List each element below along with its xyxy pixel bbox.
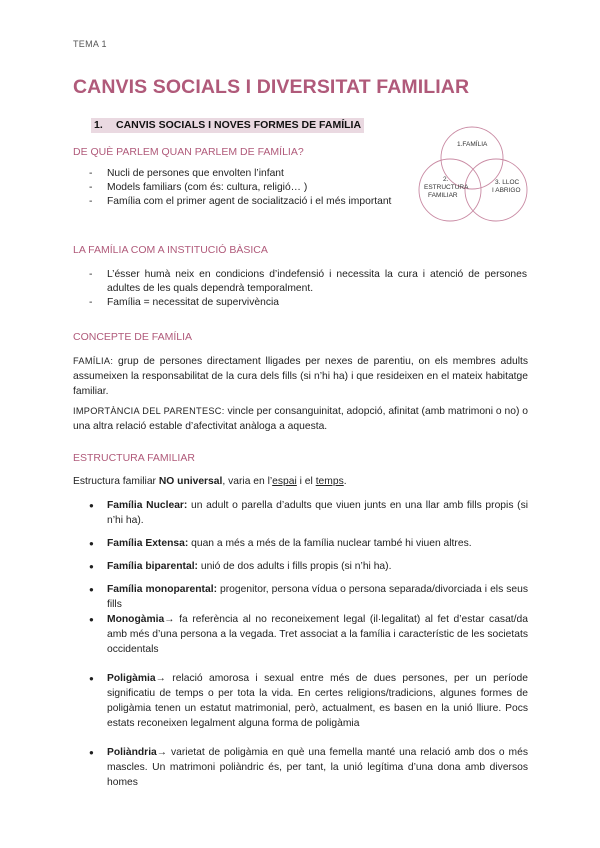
item-label: Família monoparental: [107,584,217,595]
list-institucio [87,268,527,310]
item-text: → varietat de poligàmia en què una femella manté una relació amb dos o més mascles. Un matrimoni poliàndric és, per tant, la unió legítima d’una dona amb diversos homes [107,747,528,788]
item-label: Família Nuclear: [107,500,188,511]
venn-label-familiar: FAMILIAR [428,192,458,199]
page-title: CANVIS SOCIALS I DIVERSITAT FAMILIAR [73,76,470,98]
list-item: - Família = necessitat de supervivència [87,296,527,310]
list-item: - Models familiars (com és: cultura, religió… ) [87,181,407,195]
item-text: → fa referència al no reconeixement legal (il·legalitat) al fet d’estar casat/da amb més d’una persona a la vegada. Tret associat a la família i característic de les societats occidentals [107,614,528,655]
paragraph-estructura-intro [73,474,528,489]
list-item [89,498,528,528]
item-text: → relació amorosa i sexual entre més de dues persones, per un període significatiu de temps o per tota la vida. En certes religions/tradicions, algunes formes de poligàmia tenen un estatut matrimonial, però, actualment, es basen en la unió lliure. Pocs estats reconeixen legalment alguna forma de poligàmia [107,673,528,729]
item-label: Família Extensa: [107,538,189,549]
item-label: Poligàmia [107,673,156,684]
venn-label-estructura: ESTRUCTURA [424,184,469,191]
intro-underline-temps: temps [315,476,344,487]
list-item [89,559,528,574]
page-header-tema: TEMA 1 [73,39,107,49]
item-text: progenitor, persona vídua o persona separada/divorciada i els seus fills [107,584,528,610]
venn-circle-familia [441,127,503,189]
list-item: - Família com el primer agent de socialització i el més important [87,195,407,209]
item-label: Poliàndria [107,747,157,758]
paragraph-familia [73,354,528,399]
definition-parentesc: vincle per consanguinitat, adopció, afinitat (amb matrimoni o no) o una altra relació estable d’afectivitat anàloga a aquesta. [73,406,528,432]
item-text: unió de dos adults i fills propis (si n’hi ha). [197,561,392,572]
paragraph-parentesc [73,404,528,434]
item-label: Família biparental: [107,561,198,572]
item-text: quan a més a més de la família nuclear també hi viuen altres. [188,538,472,549]
list-que-parlem [87,167,407,209]
subheading-estructura: ESTRUCTURA FAMILIAR [73,452,195,464]
section-heading-1 [91,118,364,133]
item-label: Monogàmia [107,614,165,625]
list-item [89,671,528,731]
item-text: un adult o parella d’adults que viuen junts en una llar amb fills propis (si n’hi ha). [107,500,529,526]
subheading-institucio: LA FAMÍLIA COM A INSTITUCIÓ BÀSICA [73,244,268,256]
section-label: CANVIS SOCIALS I NOVES FORMES DE FAMÍLIA [116,119,362,131]
term-familia: FAMÍLIA: [73,356,114,366]
intro-text: i el [296,476,316,487]
list-item [89,582,528,612]
definition-familia: grup de persones directament lligades per nexes de parentiu, on els membres adults assumeixen la responsabilitat de la cura dels fills (si n’hi ha) i que resideixen en el mateix habitatge familiar. [73,356,528,397]
intro-text: Estructura familiar [73,476,159,487]
list-item: - Nucli de persones que envolten l’infant [87,167,407,181]
intro-text: . [343,476,347,487]
list-item: - L’ésser humà neix en condicions d’indefensió i necessita la cura i atenció de persones adultes de les quals dependrà temporalment. [87,268,527,296]
intro-text: , varia en l’ [222,476,273,487]
term-parentesc: IMPORTÀNCIA DEL PARENTESC: [73,406,225,416]
subheading-que-parlem: DE QUÈ PARLEM QUAN PARLEM DE FAMÍLIA? [73,146,304,158]
section-number: 1. [94,119,103,131]
list-item [89,745,528,790]
list-item [89,536,528,551]
venn-label-abrigo: I ABRIGO [492,187,521,194]
venn-label-lloc: 3. LLOC [495,179,520,186]
venn-diagram [410,125,535,230]
intro-underline-espai: espai [272,476,297,487]
list-estructura [89,498,528,790]
subheading-concepte: CONCEPTE DE FAMÍLIA [73,331,193,343]
list-item [89,612,528,657]
venn-label-estructura-num: 2. [443,176,449,183]
venn-label-familia: 1.FAMÍLIA [457,141,488,148]
intro-bold: NO universal [158,476,223,487]
